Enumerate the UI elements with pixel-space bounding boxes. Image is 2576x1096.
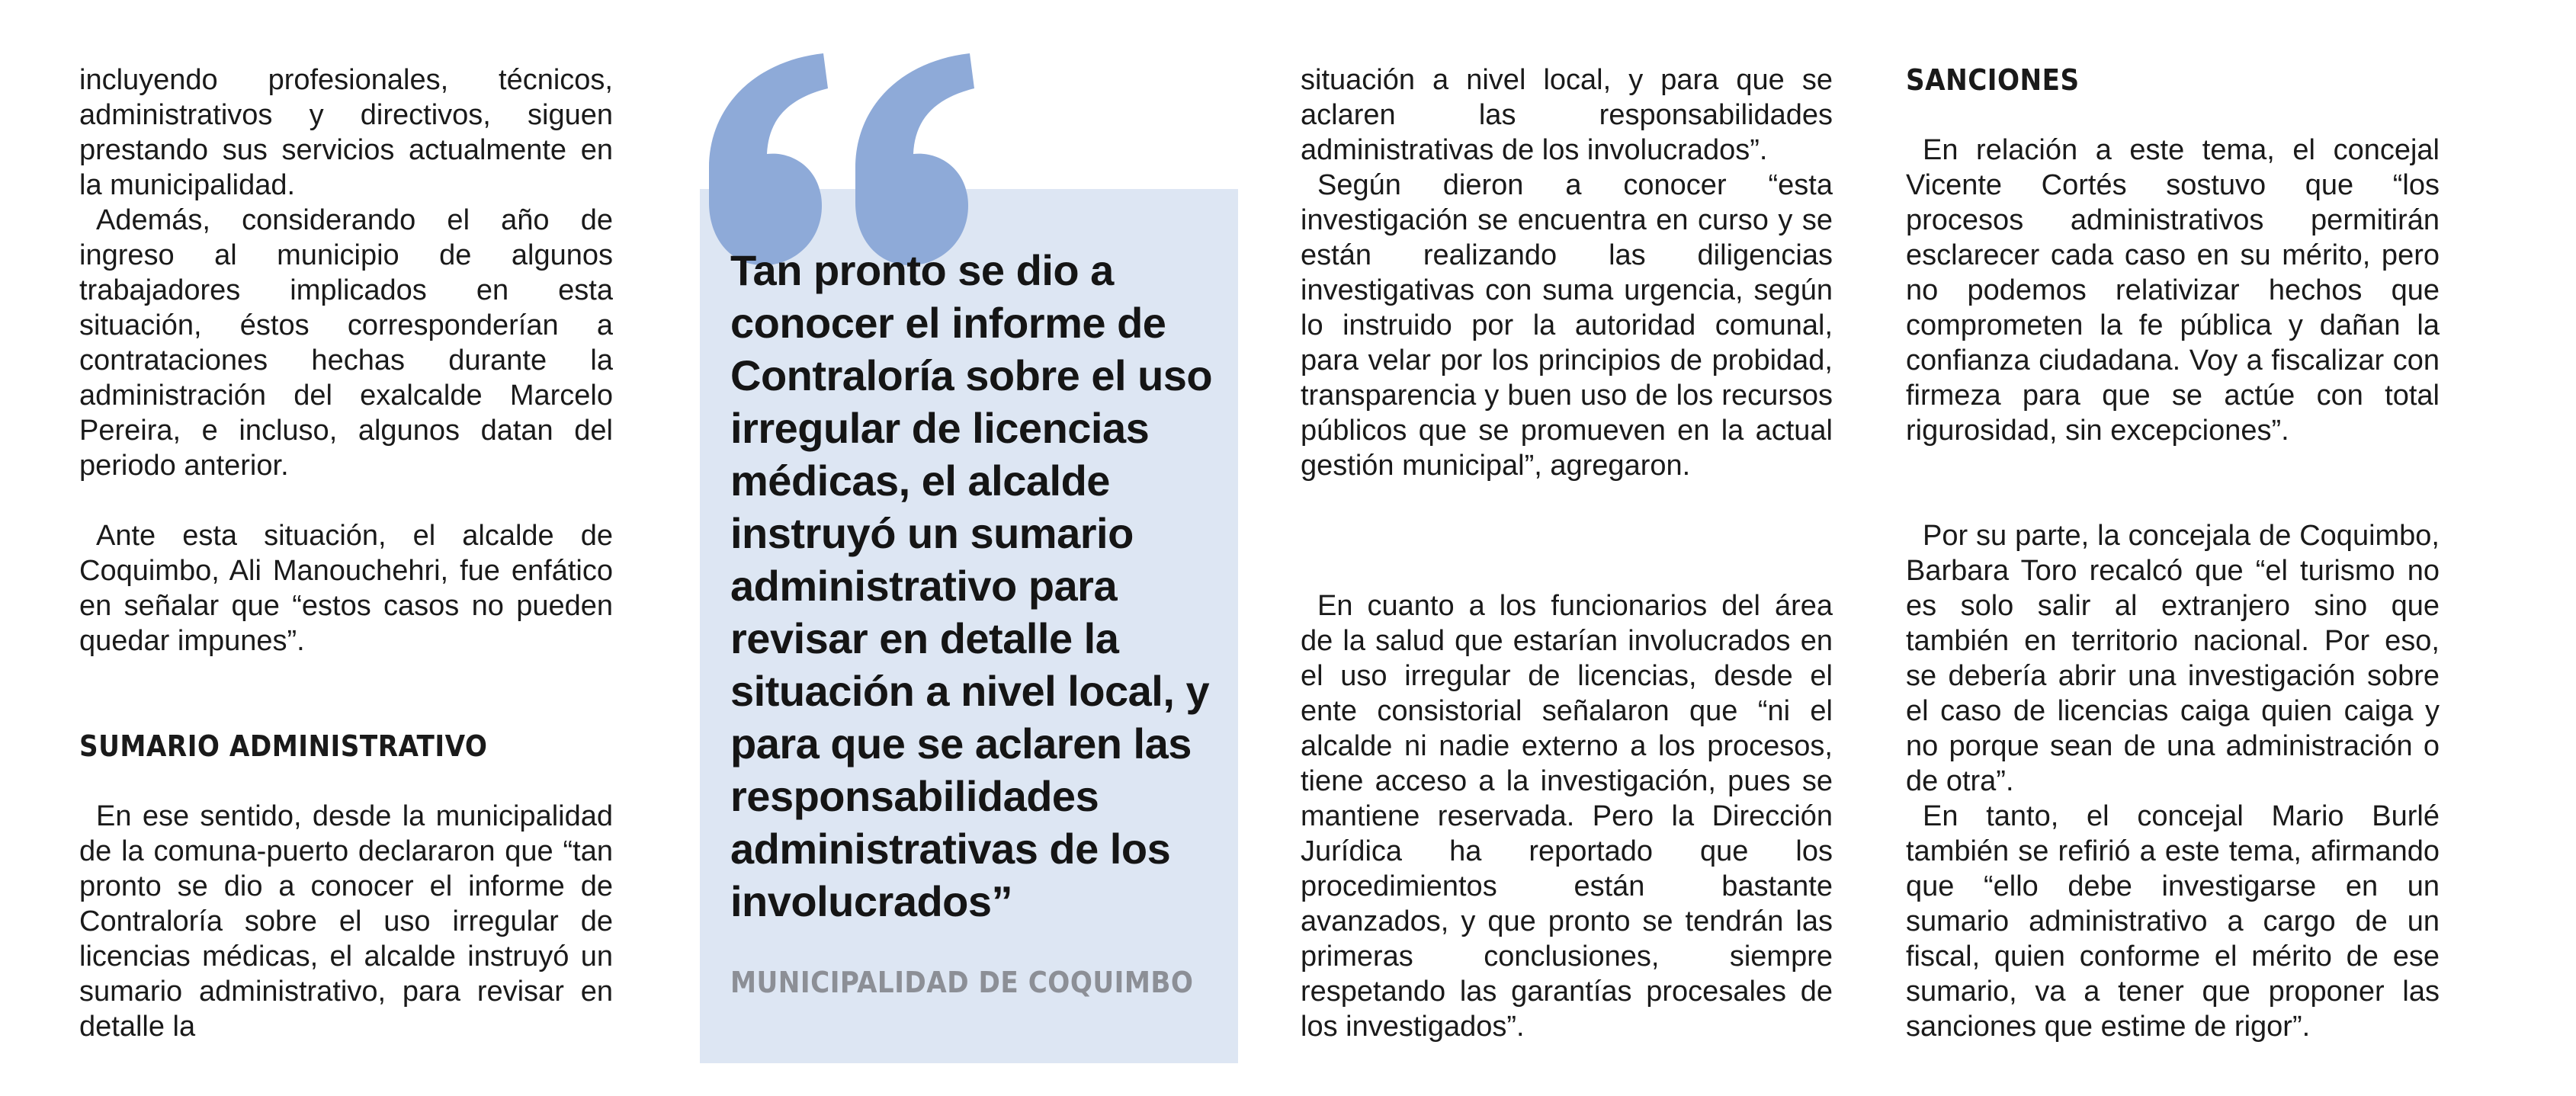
section-heading: SANCIONES (1906, 63, 2080, 97)
body-paragraph: incluyendo profesionales, técnicos, administrativos y directivos, siguen prestando sus servicios actualmente en la municipalidad. (79, 64, 613, 201)
pull-quote-text: Tan pronto se dio a conocer el informe de Contraloría sobre el uso irregular de licencias médicas, el alcalde instruyó un sumario administrativo para revisar en detalle la situación a nivel local, y para que se aclaren las responsabilidades administrativas de los involucrados” (730, 246, 1213, 925)
body-paragraph: Según dieron a conocer “esta investigación se encuentra en curso y se están realizando las diligencias investigativas con suma urgencia, según lo instruido por la autoridad comunal, para velar por los principios de probidad, transparencia y buen uso de los recursos públicos que se promueven en la actual gestión municipal”, agregaron. (1301, 169, 1833, 482)
body-paragraph: Además, considerando el año de ingreso al municipio de algunos trabajadores implicados en esta situación, éstos corresponderían a contrataciones hechas durante la administración del exalcalde Marcelo Pereira, e incluso, algunos datan del periodo anterior. (79, 204, 613, 482)
body-paragraph: situación a nivel local, y para que se aclaren las responsabilidades administrativas de los involucrados”. (1301, 64, 1833, 166)
body-paragraph: Por su parte, la concejala de Coquimbo, Barbara Toro recalcó que “el turismo no es solo salir al extranjero sino que también en territorio nacional. Por eso, se debería abrir una investigación sobre el caso de licencias caiga quien caiga y no porque sean de una administración o de otra”. (1906, 520, 2440, 797)
pull-quote-source: MUNICIPALIDAD DE COQUIMBO (730, 966, 1194, 999)
body-paragraph: En ese sentido, desde la municipalidad de la comuna-puerto declararon que “tan pronto se dio a conocer el informe de Contraloría sobre el uso irregular de licencias médicas, el alcalde instruyó un sumario administrativo, para revisar en detalle la (79, 800, 613, 1043)
section-heading: SUMARIO ADMINISTRATIVO (79, 729, 488, 763)
body-paragraph: Ante esta situación, el alcalde de Coquimbo, Ali Manouchehri, fue enfático en señalar que “estos casos no pueden quedar impunes”. (79, 520, 613, 657)
body-paragraph: En relación a este tema, el concejal Vicente Cortés sostuvo que “los procesos administrativos permitirán esclarecer cada caso en su mérito, pero no podemos relativizar hechos que comprometen la fe pública y dañan la confianza ciudadana. Voy a fiscalizar con firmeza para que se actúe con total rigurosidad, sin excepciones”. (1906, 134, 2440, 447)
body-paragraph: En tanto, el concejal Mario Burlé también se refirió a este tema, afirmando que “ello debe investigarse en un sumario administrativo a cargo de un fiscal, quien conforme el mérito de ese sumario, va a tener que proponer las sanciones que estime de rigor”. (1906, 800, 2440, 1043)
body-paragraph: En cuanto a los funcionarios del área de la salud que estarían involucrados en el uso irregular de licencias, desde el ente consistorial señalaron que “ni el alcalde ni nadie externo a los procesos, tiene acceso a la investigación, pues se mantiene reservada. Pero la Dirección Jurídica ha reportado que los procedimientos están bastante avanzados, y que pronto se tendrán las primeras conclusiones, siempre respetando las garantías procesales de los investigados”. (1301, 590, 1833, 1043)
quotation-mark-icon (678, 23, 999, 274)
